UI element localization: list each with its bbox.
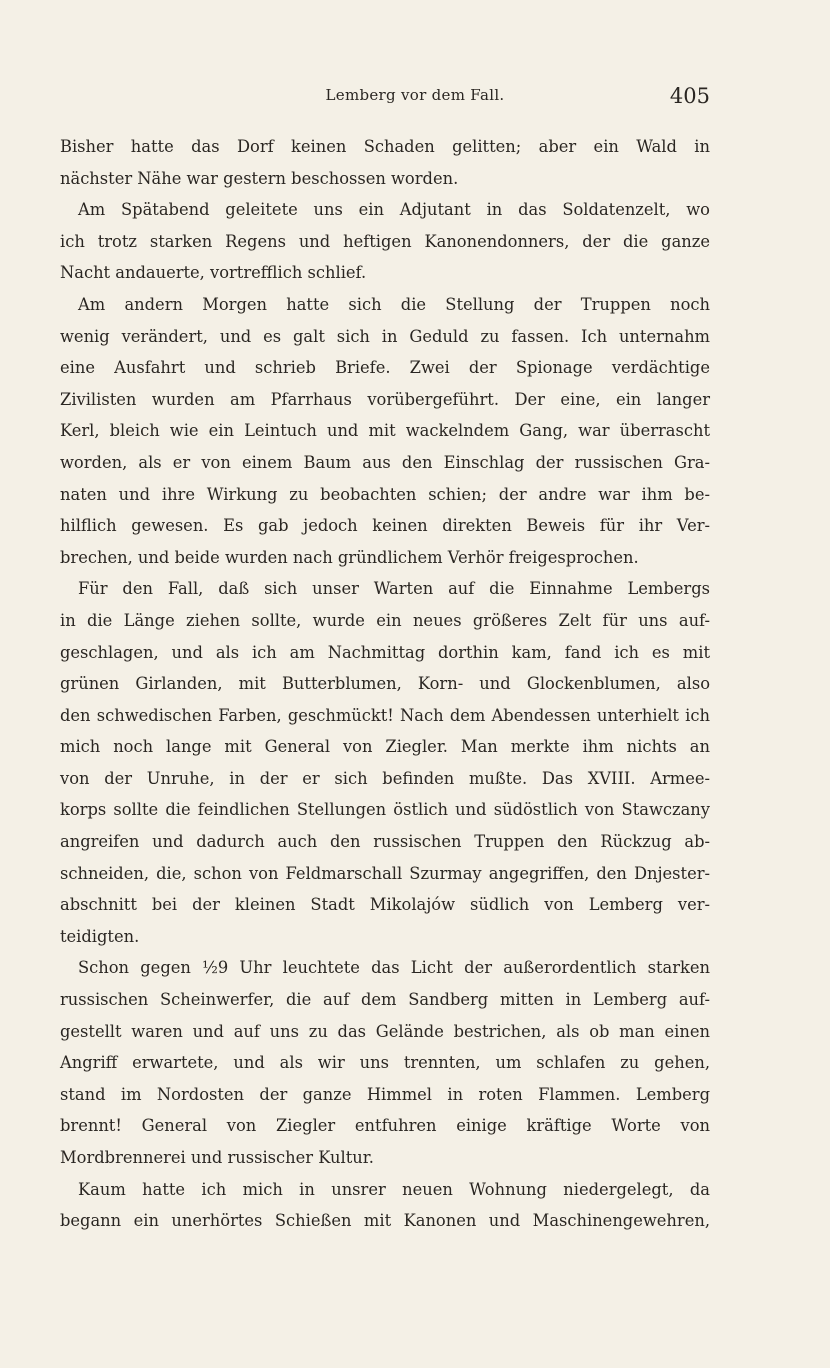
text-line: ich trotz starken Regens und heftigen Kanonendonners, der die ganze: [60, 231, 710, 251]
text-line: den schwedischen Farben, geschmückt! Nach dem Abendessen unterhielt ich: [60, 705, 710, 725]
text-line: Kerl, bleich wie ein Leintuch und mit wackelndem Gang, war überrascht: [60, 421, 710, 441]
text-line: Zivilisten wurden am Pfarrhaus vorübergeführt. Der eine, ein langer: [60, 389, 710, 409]
text-line: Angriff erwartete, und als wir uns trennten, um schlafen zu gehen,: [60, 1053, 710, 1073]
text-line: abschnitt bei der kleinen Stadt Mikolajów südlich von Lemberg ver-: [60, 895, 710, 915]
body-text: [60, 131, 710, 1237]
text-line: schneiden, die, schon von Feldmarschall Szurmay angegriffen, den Dnjester-: [60, 863, 710, 883]
text-line: teidigten.: [60, 926, 140, 946]
page-number: 405: [669, 84, 710, 108]
text-line: brennt! General von Ziegler entfuhren einige kräftige Worte von: [60, 1116, 710, 1136]
text-line: angreifen und dadurch auch den russischen Truppen den Rückzug ab-: [60, 832, 710, 852]
text-line: grünen Girlanden, mit Butterblumen, Korn- und Glockenblumen, also: [60, 674, 710, 694]
text-line: geschlagen, und als ich am Nachmittag dorthin kam, fand ich es mit: [60, 642, 710, 662]
running-head: [0, 84, 830, 114]
text-line: von der Unruhe, in der er sich befinden mußte. Das XVIII. Armee-: [60, 768, 710, 788]
text-line: Schon gegen ½9 Uhr leuchtete das Licht der außerordentlich starken: [78, 958, 710, 978]
text-line: Für den Fall, daß sich unser Warten auf die Einnahme Lembergs: [78, 579, 710, 599]
text-line: begann ein unerhörtes Schießen mit Kanonen und Maschinengewehren,: [60, 1211, 710, 1231]
text-line: Kaum hatte ich mich in unsrer neuen Wohnung niedergelegt, da: [78, 1179, 710, 1199]
text-line: naten und ihre Wirkung zu beobachten schien; der andre war ihm be-: [60, 484, 710, 504]
text-line: worden, als er von einem Baum aus den Einschlag der russischen Gra-: [60, 452, 710, 472]
running-title: Lemberg vor dem Fall.: [325, 86, 505, 104]
text-line: wenig verändert, und es galt sich in Geduld zu fassen. Ich unternahm: [60, 326, 710, 346]
text-line: eine Ausfahrt und schrieb Briefe. Zwei der Spionage verdächtige: [60, 358, 710, 378]
text-line: hilflich gewesen. Es gab jedoch keinen direkten Beweis für ihr Ver-: [60, 516, 710, 536]
text-line: Am andern Morgen hatte sich die Stellung der Truppen noch: [78, 294, 710, 314]
text-line: Bisher hatte das Dorf keinen Schaden gelitten; aber ein Wald in: [60, 137, 710, 156]
text-line: gestellt waren und auf uns zu das Gelände bestrichen, als ob man einen: [60, 1021, 710, 1041]
text-line: Am Spätabend geleitete uns ein Adjutant in das Soldatenzelt, wo: [78, 200, 710, 220]
text-line: Nacht andauerte, vortrefflich schlief.: [60, 263, 367, 283]
text-line: nächster Nähe war gestern beschossen worden.: [60, 168, 459, 188]
text-line: Mordbrennerei und russischer Kultur.: [60, 1148, 374, 1167]
text-line: stand im Nordosten der ganze Himmel in roten Flammen. Lemberg: [60, 1084, 710, 1104]
text-line: korps sollte die feindlichen Stellungen östlich und südöstlich von Stawczany: [60, 800, 710, 820]
text-line: mich noch lange mit General von Ziegler. Man merkte ihm nichts an: [60, 737, 710, 757]
text-line: in die Länge ziehen sollte, wurde ein neues größeres Zelt für uns auf-: [60, 610, 710, 630]
text-line: brechen, und beide wurden nach gründlichem Verhör freigesprochen.: [60, 547, 639, 567]
text-line: russischen Scheinwerfer, die auf dem Sandberg mitten in Lemberg auf-: [60, 990, 710, 1010]
